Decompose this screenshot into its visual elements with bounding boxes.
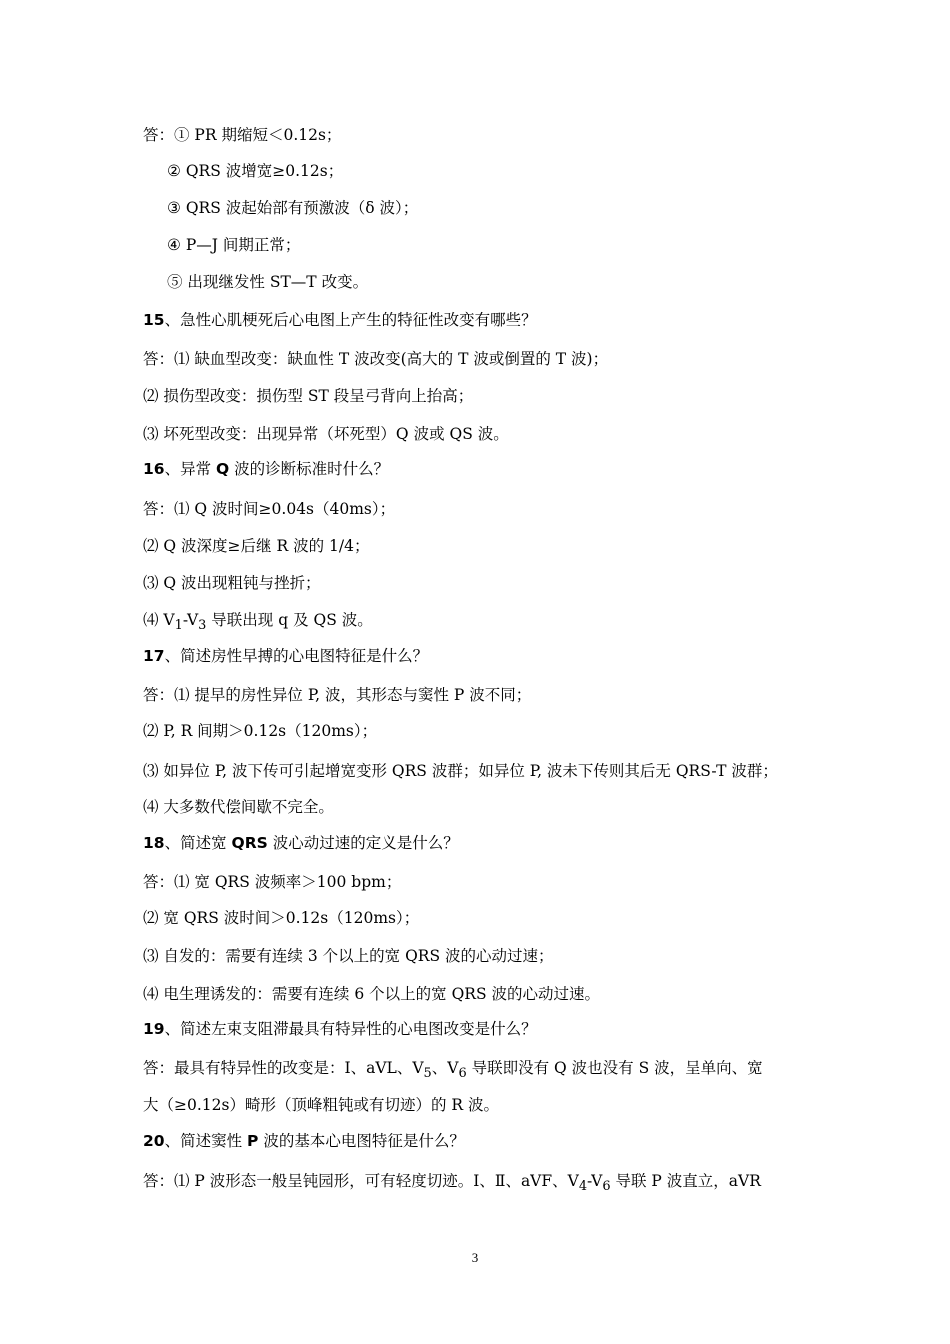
question-19: 19、简述左束支阻滞最具有特异性的心电图改变是什么？ [143, 1020, 537, 1038]
answer-17-line-4: ⑷ 大多数代偿间歇不完全。 [143, 798, 334, 816]
question-16: 16、异常 Q 波的诊断标准时什么？ [143, 460, 390, 478]
answer-19-line-1: 答：最具有特异性的改变是：Ⅰ、aVL、$V_5$、$V_6$ 导联即没有 Q 波也没有 S 波，呈单向、宽 [143, 1059, 763, 1082]
answer-17-line-2: ⑵ P, R 间期＞0.12s（120ms）； [143, 722, 378, 740]
answer-16-line-3: ⑶ Q 波出现粗钝与挫折； [143, 574, 321, 592]
answer-18-line-1: 答：⑴ 宽 QRS 波频率＞100 bpm； [143, 873, 402, 891]
page-number: 3 [471, 1250, 479, 1265]
question-20: 20、简述窦性 P 波的基本心电图特征是什么？ [143, 1132, 465, 1150]
answer-17-line-3: ⑶ 如异位 P, 波下传可引起增宽变形 QRS 波群；如异位 P, 波未下传则其后无 QRS-T 波群； [143, 762, 778, 780]
question-15: 15、急性心肌梗死后心电图上产生的特征性改变有哪些？ [143, 311, 537, 329]
answer-14-line-2: ② QRS 波增宽≥0.12s； [167, 162, 344, 180]
answer-17-line-1: 答：⑴ 提早的房性异位 P, 波，其形态与窦性 P 波不同； [143, 686, 532, 704]
answer-15-line-3: ⑶ 坏死型改变：出现异常（坏死型）Q 波或 QS 波。 [143, 425, 509, 443]
answer-14-line-3: ③ QRS 波起始部有预激波（δ 波）； [167, 199, 419, 217]
answer-16-line-2: ⑵ Q 波深度≥后继 R 波的 1/4； [143, 537, 370, 555]
answer-16-line-4: ⑷ $V_1-V_3$ 导联出现 q 及 QS 波。 [143, 611, 373, 634]
answer-19-line-2: 大（≥0.12s）畸形（顶峰粗钝或有切迹）的 R 波。 [143, 1096, 499, 1114]
answer-18-line-4: ⑷ 电生理诱发的：需要有连续 6 个以上的宽 QRS 波的心动过速。 [143, 985, 600, 1003]
answer-16-line-1: 答：⑴ Q 波时间≥0.04s（40ms）； [143, 500, 396, 518]
question-17: 17、简述房性早搏的心电图特征是什么？ [143, 647, 429, 665]
answer-18-line-2: ⑵ 宽 QRS 波时间＞0.12s（120ms）； [143, 909, 420, 927]
answer-14-line-5: ⑤ 出现继发性 ST—T 改变。 [167, 273, 369, 291]
answer-18-line-3: ⑶ 自发的：需要有连续 3 个以上的宽 QRS 波的心动过速； [143, 947, 554, 965]
answer-14-line-1: 答：① PR 期缩短＜0.12s； [143, 126, 342, 144]
answer-20-line-1: 答：⑴ P 波形态一般呈钝园形，可有轻度切迹。Ⅰ、Ⅱ、aVF、$V_4-V_6$ 导联 P 波直立，aVR [143, 1172, 761, 1195]
answer-15-line-2: ⑵ 损伤型改变：损伤型 ST 段呈弓背向上抬高； [143, 387, 474, 405]
answer-14-line-4: ④ P—J 间期正常； [167, 236, 301, 254]
question-18: 18、简述宽 QRS 波心动过速的定义是什么？ [143, 834, 459, 852]
answer-15-line-1: 答：⑴ 缺血型改变：缺血性 T 波改变(高大的 T 波或倒置的 T 波)； [143, 350, 609, 368]
